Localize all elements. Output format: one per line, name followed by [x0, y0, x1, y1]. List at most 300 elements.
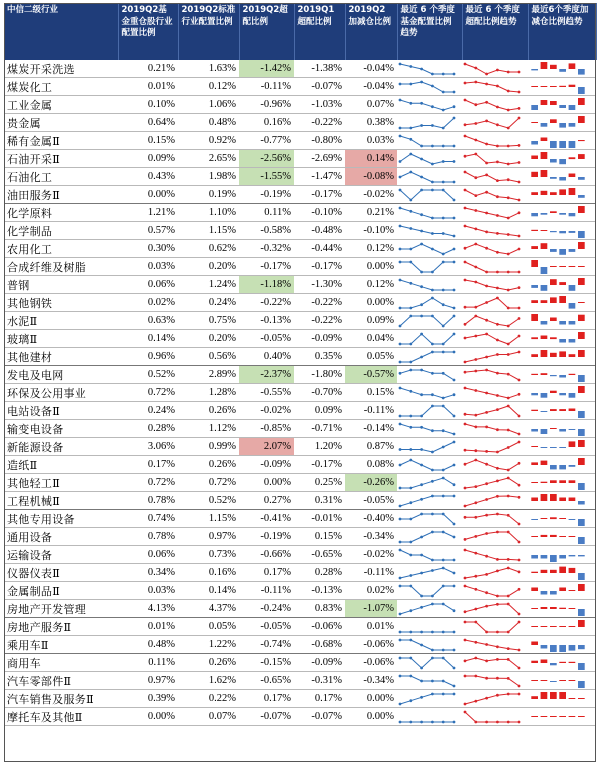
trend-point — [420, 101, 423, 104]
overweight-trend-sparkline — [462, 277, 522, 293]
q2-overweight: -0.19% — [239, 186, 294, 204]
trend-point — [409, 584, 412, 587]
trend-point — [399, 386, 402, 389]
trend-bar — [541, 518, 548, 519]
trend-point — [507, 372, 510, 375]
trend-point — [453, 393, 456, 396]
allocation-trend-sparkline — [397, 439, 457, 455]
allocation-trend-sparkline — [397, 565, 457, 581]
trend-line — [465, 406, 519, 416]
allocation-trend-sparkline — [397, 331, 457, 347]
trend-bar — [559, 213, 566, 215]
trend-point — [496, 720, 499, 723]
trend-point — [420, 414, 423, 417]
allocation-trend-sparkline — [397, 223, 457, 239]
overweight-trend-sparkline — [462, 205, 522, 221]
q2-standard-allocation: 1.62% — [178, 672, 239, 690]
allocation-trend-sparkline — [397, 241, 457, 257]
trend-overweight-cell — [462, 420, 528, 438]
trend-point — [409, 342, 412, 345]
q1-overweight: -0.22% — [294, 294, 345, 312]
q2-change: -0.04% — [345, 60, 397, 78]
trend-line — [465, 298, 519, 308]
trend-overweight-cell — [462, 258, 528, 276]
trend-point — [464, 576, 467, 579]
q2-fund-allocation: 0.01% — [118, 78, 178, 96]
q2-standard-allocation: 1.22% — [178, 636, 239, 654]
trend-point — [518, 211, 521, 214]
trend-overweight-cell — [462, 96, 528, 114]
trend-point — [485, 230, 488, 233]
trend-point — [409, 101, 412, 104]
trend-bar — [569, 680, 576, 681]
table-row — [4, 600, 596, 618]
q2-overweight: 0.17% — [239, 564, 294, 582]
trend-point — [464, 62, 467, 65]
trend-change-cell — [528, 600, 596, 618]
trend-point — [496, 630, 499, 633]
trend-point — [485, 119, 488, 122]
table-row — [4, 276, 596, 294]
trend-bar — [550, 266, 557, 267]
trend-point — [496, 68, 499, 71]
q2-standard-allocation: 1.06% — [178, 96, 239, 114]
trend-point — [442, 160, 445, 163]
table-row — [4, 420, 596, 438]
trend-point — [431, 144, 434, 147]
trend-point — [464, 584, 467, 587]
q2-overweight: -0.32% — [239, 240, 294, 258]
trend-point — [420, 67, 423, 70]
trend-bar — [550, 428, 557, 429]
trend-bar — [578, 231, 585, 238]
trend-change-cell — [528, 708, 596, 726]
trend-line — [400, 658, 454, 668]
trend-point — [496, 286, 499, 289]
industry-name: 输变电设备 — [4, 420, 118, 438]
trend-point — [496, 322, 499, 325]
trend-point — [464, 610, 467, 613]
trend-line — [400, 640, 454, 650]
trend-point — [442, 630, 445, 633]
q2-standard-allocation: 0.20% — [178, 258, 239, 276]
trend-point — [409, 152, 412, 155]
q1-overweight: -0.17% — [294, 456, 345, 474]
q2-change: 0.00% — [345, 294, 397, 312]
q2-change: -0.04% — [345, 78, 397, 96]
trend-point — [453, 720, 456, 723]
trend-bar — [550, 317, 557, 321]
trend-bar — [531, 696, 538, 699]
trend-line — [400, 370, 454, 380]
trend-bar — [578, 116, 585, 123]
trend-point — [442, 679, 445, 682]
trend-line — [465, 100, 519, 110]
trend-point — [453, 648, 456, 651]
industry-name: 乘用车Ⅱ — [4, 636, 118, 654]
trend-line — [400, 568, 454, 578]
trend-point — [474, 515, 477, 518]
trend-allocation-cell — [397, 492, 462, 510]
allocation-trend-sparkline — [397, 619, 457, 635]
trend-point — [442, 232, 445, 235]
trend-point — [431, 569, 434, 572]
trend-point — [496, 123, 499, 126]
trend-allocation-cell — [397, 384, 462, 402]
change-trend-bars — [528, 169, 588, 185]
industry-name: 金属制品Ⅱ — [4, 582, 118, 600]
trend-allocation-cell — [397, 672, 462, 690]
trend-point — [399, 134, 402, 137]
trend-bar — [541, 692, 548, 699]
trend-change-cell — [528, 96, 596, 114]
trend-point — [453, 350, 456, 353]
trend-point — [507, 720, 510, 723]
q2-fund-allocation: 0.24% — [118, 402, 178, 420]
industry-name: 合成纤维及树脂 — [4, 258, 118, 276]
overweight-trend-sparkline — [462, 439, 522, 455]
trend-allocation-cell — [397, 132, 462, 150]
trend-point — [431, 512, 434, 515]
trend-point — [485, 173, 488, 176]
trend-point — [453, 584, 456, 587]
header-q2-standard-allocation: 2019Q2标准行业配置比例 — [178, 3, 239, 60]
q2-standard-allocation: 0.26% — [178, 456, 239, 474]
overweight-trend-sparkline — [462, 403, 522, 419]
q2-fund-allocation: 0.96% — [118, 348, 178, 366]
table-row — [4, 96, 596, 114]
trend-point — [420, 124, 423, 127]
trend-bar — [541, 447, 548, 448]
trend-change-cell — [528, 366, 596, 384]
trend-change-cell — [528, 186, 596, 204]
trend-point — [399, 630, 402, 633]
q1-overweight: -0.06% — [294, 618, 345, 636]
q2-overweight: -0.05% — [239, 330, 294, 348]
q2-change: -0.06% — [345, 636, 397, 654]
trend-point — [431, 404, 434, 407]
q2-standard-allocation: 0.16% — [178, 564, 239, 582]
trend-point — [442, 584, 445, 587]
trend-allocation-cell — [397, 654, 462, 672]
trend-bar — [569, 441, 576, 447]
q2-standard-allocation: 0.72% — [178, 474, 239, 492]
trend-point — [474, 425, 477, 428]
trend-point — [474, 265, 477, 268]
trend-point — [453, 234, 456, 237]
trend-change-cell — [528, 204, 596, 222]
trend-bar — [531, 555, 538, 559]
trend-change-cell — [528, 546, 596, 564]
trend-point — [464, 448, 467, 451]
trend-point — [474, 449, 477, 452]
industry-name: 仪器仪表Ⅱ — [4, 564, 118, 582]
trend-point — [464, 548, 467, 551]
q2-overweight: -1.18% — [239, 276, 294, 294]
trend-bar — [578, 140, 585, 141]
trend-bar — [569, 84, 576, 86]
trend-point — [442, 72, 445, 75]
table-row — [4, 546, 596, 564]
q2-change: -0.14% — [345, 420, 397, 438]
trend-bar — [559, 282, 566, 285]
overweight-trend-sparkline — [462, 97, 522, 113]
q2-change: 0.00% — [345, 258, 397, 276]
trend-bar — [531, 536, 538, 537]
trend-bar — [531, 171, 538, 176]
trend-overweight-cell — [462, 654, 528, 672]
q2-fund-allocation: 0.43% — [118, 168, 178, 186]
trend-point — [442, 656, 445, 659]
q2-standard-allocation: 4.37% — [178, 600, 239, 618]
trend-point — [420, 535, 423, 538]
q2-fund-allocation: 0.09% — [118, 150, 178, 168]
trend-line — [465, 118, 519, 128]
trend-point — [431, 393, 434, 396]
trend-point — [453, 558, 456, 561]
q1-overweight: -0.13% — [294, 582, 345, 600]
trend-point — [409, 540, 412, 543]
change-trend-bars — [528, 241, 588, 257]
trend-point — [420, 157, 423, 160]
q1-overweight: -0.65% — [294, 546, 345, 564]
trend-bar — [550, 591, 557, 595]
trend-bar — [559, 447, 566, 448]
trend-overweight-cell — [462, 402, 528, 420]
q2-fund-allocation: 0.06% — [118, 546, 178, 564]
trend-bar — [541, 62, 548, 69]
trend-bar — [550, 86, 557, 87]
trend-point — [409, 227, 412, 230]
trend-allocation-cell — [397, 330, 462, 348]
trend-point — [464, 702, 467, 705]
trend-point — [431, 656, 434, 659]
trend-line — [400, 676, 454, 686]
q1-overweight: 0.17% — [294, 690, 345, 708]
overweight-trend-sparkline — [462, 655, 522, 671]
trend-point — [399, 448, 402, 451]
trend-bar — [569, 63, 576, 69]
trend-point — [399, 82, 402, 85]
trend-point — [485, 720, 488, 723]
trend-point — [399, 548, 402, 551]
trend-point — [518, 620, 521, 623]
change-trend-bars — [528, 133, 588, 149]
q2-change: -0.10% — [345, 222, 397, 240]
q1-overweight: -1.38% — [294, 60, 345, 78]
q2-standard-allocation: 0.99% — [178, 438, 239, 456]
trend-bar — [541, 190, 548, 194]
trend-point — [431, 342, 434, 345]
trend-bar — [569, 105, 576, 110]
trend-point — [453, 483, 456, 486]
trend-point — [507, 658, 510, 661]
allocation-trend-sparkline — [397, 151, 457, 167]
trend-point — [409, 82, 412, 85]
trend-bar — [559, 266, 566, 267]
trend-point — [518, 392, 521, 395]
trend-point — [474, 458, 477, 461]
trend-bar — [531, 86, 538, 87]
trend-bar — [559, 85, 566, 86]
trend-line — [465, 658, 519, 668]
q2-standard-allocation: 0.12% — [178, 78, 239, 96]
q2-change: -0.34% — [345, 528, 397, 546]
trend-point — [496, 494, 499, 497]
q2-fund-allocation: 0.02% — [118, 294, 178, 312]
trend-bar — [578, 69, 585, 75]
trend-point — [474, 720, 477, 723]
trend-point — [442, 468, 445, 471]
trend-point — [420, 242, 423, 245]
q2-change: 0.12% — [345, 276, 397, 294]
allocation-trend-sparkline — [397, 673, 457, 689]
q2-standard-allocation: 0.26% — [178, 654, 239, 672]
overweight-trend-sparkline — [462, 151, 522, 167]
industry-allocation-table — [4, 3, 597, 726]
trend-point — [518, 461, 521, 464]
trend-bar — [550, 534, 557, 536]
trend-line — [465, 550, 519, 560]
allocation-trend-sparkline — [397, 295, 457, 311]
trend-point — [453, 180, 456, 183]
trend-bar — [541, 267, 548, 274]
trend-bar — [559, 159, 566, 164]
trend-bar — [550, 192, 557, 195]
change-trend-bars — [528, 331, 588, 347]
trend-bar — [541, 645, 548, 649]
q2-overweight: -0.24% — [239, 600, 294, 618]
trend-point — [420, 643, 423, 646]
trend-point — [453, 432, 456, 435]
trend-point — [496, 466, 499, 469]
trend-point — [474, 358, 477, 361]
q2-fund-allocation: 0.34% — [118, 564, 178, 582]
q2-fund-allocation: 0.21% — [118, 60, 178, 78]
trend-point — [474, 389, 477, 392]
allocation-trend-sparkline — [397, 457, 457, 473]
trend-point — [420, 483, 423, 486]
industry-name: 通用设备 — [4, 528, 118, 546]
trend-bar — [531, 716, 538, 717]
q1-overweight: -0.71% — [294, 420, 345, 438]
trend-line — [465, 712, 519, 722]
overweight-trend-sparkline — [462, 115, 522, 131]
trend-bar — [550, 211, 557, 213]
q1-overweight: -1.30% — [294, 276, 345, 294]
q2-change: 0.15% — [345, 384, 397, 402]
trend-point — [442, 494, 445, 497]
trend-bar — [550, 681, 557, 682]
trend-point — [464, 224, 467, 227]
trend-point — [399, 342, 402, 345]
trend-point — [431, 594, 434, 597]
q2-change: -0.57% — [345, 366, 397, 384]
trend-line — [400, 550, 454, 560]
trend-point — [464, 412, 467, 415]
trend-bar — [559, 429, 566, 432]
q2-overweight: -0.65% — [239, 672, 294, 690]
trend-point — [464, 620, 467, 623]
trend-point — [409, 553, 412, 556]
trend-bar — [550, 101, 557, 105]
overweight-trend-sparkline — [462, 133, 522, 149]
table-row — [4, 204, 596, 222]
trend-bar — [531, 314, 538, 321]
q1-overweight: 1.20% — [294, 438, 345, 456]
trend-line — [465, 334, 519, 344]
trend-point — [442, 324, 445, 327]
trend-point — [409, 458, 412, 461]
trend-point — [431, 188, 434, 191]
trend-change-cell — [528, 672, 596, 690]
trend-point — [485, 482, 488, 485]
trend-allocation-cell — [397, 204, 462, 222]
trend-point — [409, 638, 412, 641]
overweight-trend-sparkline — [462, 61, 522, 77]
trend-point — [442, 180, 445, 183]
trend-bar — [531, 641, 538, 645]
trend-bar — [541, 411, 548, 412]
trend-point — [409, 720, 412, 723]
q2-overweight: -0.66% — [239, 546, 294, 564]
trend-point — [399, 674, 402, 677]
trend-line — [465, 244, 519, 254]
trend-line — [465, 352, 519, 362]
trend-point — [420, 270, 423, 273]
q2-change: -0.11% — [345, 402, 397, 420]
trend-point — [474, 334, 477, 337]
trend-point — [464, 260, 467, 263]
trend-point — [474, 699, 477, 702]
trend-point — [431, 314, 434, 317]
q2-change: 0.00% — [345, 690, 397, 708]
q1-overweight: -1.03% — [294, 96, 345, 114]
trend-bar — [578, 440, 585, 447]
q2-change: 0.38% — [345, 114, 397, 132]
q2-change: 0.04% — [345, 330, 397, 348]
trend-point — [464, 360, 467, 363]
trend-point — [399, 324, 402, 327]
trend-point — [507, 602, 510, 605]
trend-bar — [559, 105, 566, 108]
trend-bar — [550, 447, 557, 448]
trend-bar — [559, 177, 566, 181]
allocation-trend-sparkline — [397, 97, 457, 113]
trend-bar — [531, 337, 538, 339]
trend-bar — [531, 105, 538, 110]
trend-bar — [531, 660, 538, 662]
trend-bar — [550, 409, 557, 411]
trend-bar — [559, 465, 566, 469]
trend-point — [453, 378, 456, 381]
trend-point — [507, 70, 510, 73]
trend-bar — [550, 645, 557, 652]
change-trend-bars — [528, 367, 588, 383]
trend-allocation-cell — [397, 222, 462, 240]
trend-point — [453, 105, 456, 108]
trend-change-cell — [528, 528, 596, 546]
industry-name: 其他建材 — [4, 348, 118, 366]
trend-line — [465, 82, 519, 92]
trend-allocation-cell — [397, 60, 462, 78]
industry-name: 新能源设备 — [4, 438, 118, 456]
trend-line — [400, 136, 454, 146]
trend-bar — [531, 285, 538, 288]
trend-point — [474, 194, 477, 197]
trend-overweight-cell — [462, 582, 528, 600]
trend-bar — [531, 571, 538, 572]
